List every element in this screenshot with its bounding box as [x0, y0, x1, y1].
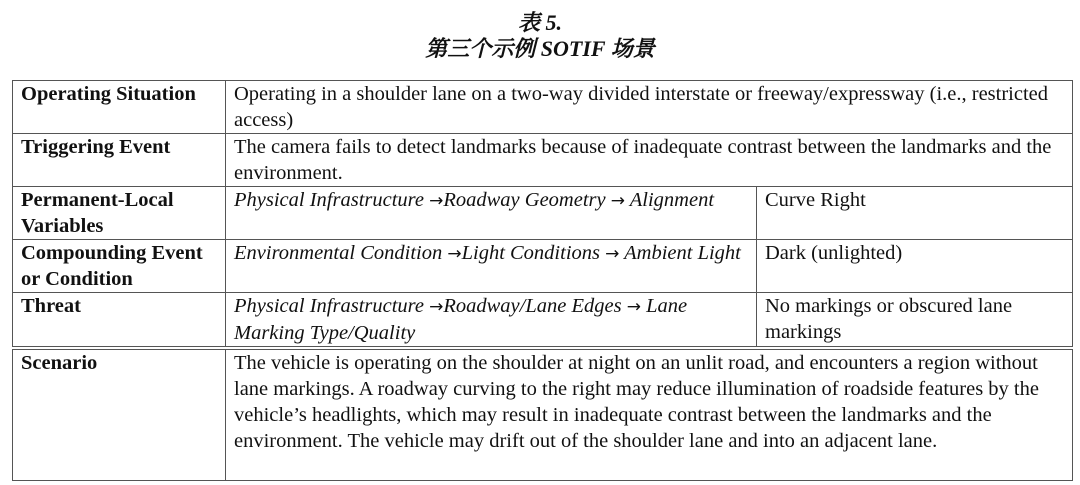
arrow-right-icon: → — [605, 244, 620, 264]
row-label: Operating Situation — [13, 81, 226, 134]
row-label: Scenario — [13, 348, 226, 481]
row-label: Triggering Event — [13, 134, 226, 187]
sotif-scenario-table — [12, 80, 1073, 481]
row-label: Compounding Event or Condition — [13, 240, 226, 293]
path-segment: Alignment — [629, 189, 715, 211]
path-segment: Physical Infrastructure — [234, 189, 424, 211]
table-caption-number: 表 5. — [517, 10, 562, 35]
row-value: The vehicle is operating on the shoulder at night on an unlit road, and encounters a region without lane markings. A roadway curving to the right may reduce illumination of roadside features by the vehicle’s headlights, which may result in inadequate contrast between the landmarks and the environment. The vehicle may drift out of the shoulder lane and into an adjacent lane. — [226, 348, 1073, 481]
row-value: Curve Right — [757, 187, 1073, 240]
path-segment: Physical Infrastructure — [234, 295, 424, 317]
arrow-right-icon: → — [429, 297, 444, 317]
table-caption-title: 第三个示例 SOTIF 场景 — [425, 36, 655, 61]
path-segment: Environmental Condition — [234, 242, 443, 264]
path-segment: Roadway/Lane Edges — [443, 295, 622, 317]
taxonomy-path — [226, 293, 757, 349]
arrow-right-icon: → — [610, 191, 625, 211]
taxonomy-path — [226, 240, 757, 293]
path-segment: Light Conditions — [461, 242, 600, 264]
table-row-compounding-event — [13, 240, 1073, 293]
arrow-right-icon: → — [447, 244, 462, 264]
table-row-operating-situation — [13, 81, 1073, 134]
table-row-scenario — [13, 348, 1073, 481]
row-value: Operating in a shoulder lane on a two-way divided interstate or freeway/expressway (i.e., restricted access) — [226, 81, 1073, 134]
table-row-permanent-local-variables — [13, 187, 1073, 240]
arrow-right-icon: → — [626, 297, 641, 317]
row-label: Threat — [13, 293, 226, 349]
row-label: Permanent-Local Variables — [13, 187, 226, 240]
path-segment: Ambient Light — [624, 242, 741, 264]
arrow-right-icon: → — [429, 191, 444, 211]
row-value: Dark (unlighted) — [757, 240, 1073, 293]
row-value: No markings or obscured lane markings — [757, 293, 1073, 349]
path-segment: Lane Marking Type/Quality — [234, 295, 688, 344]
taxonomy-path — [226, 187, 757, 240]
table-row-triggering-event — [13, 134, 1073, 187]
row-value: The camera fails to detect landmarks because of inadequate contrast between the landmarks and the environment. — [226, 134, 1073, 187]
table-row-threat — [13, 293, 1073, 349]
path-segment: Roadway Geometry — [443, 189, 606, 211]
